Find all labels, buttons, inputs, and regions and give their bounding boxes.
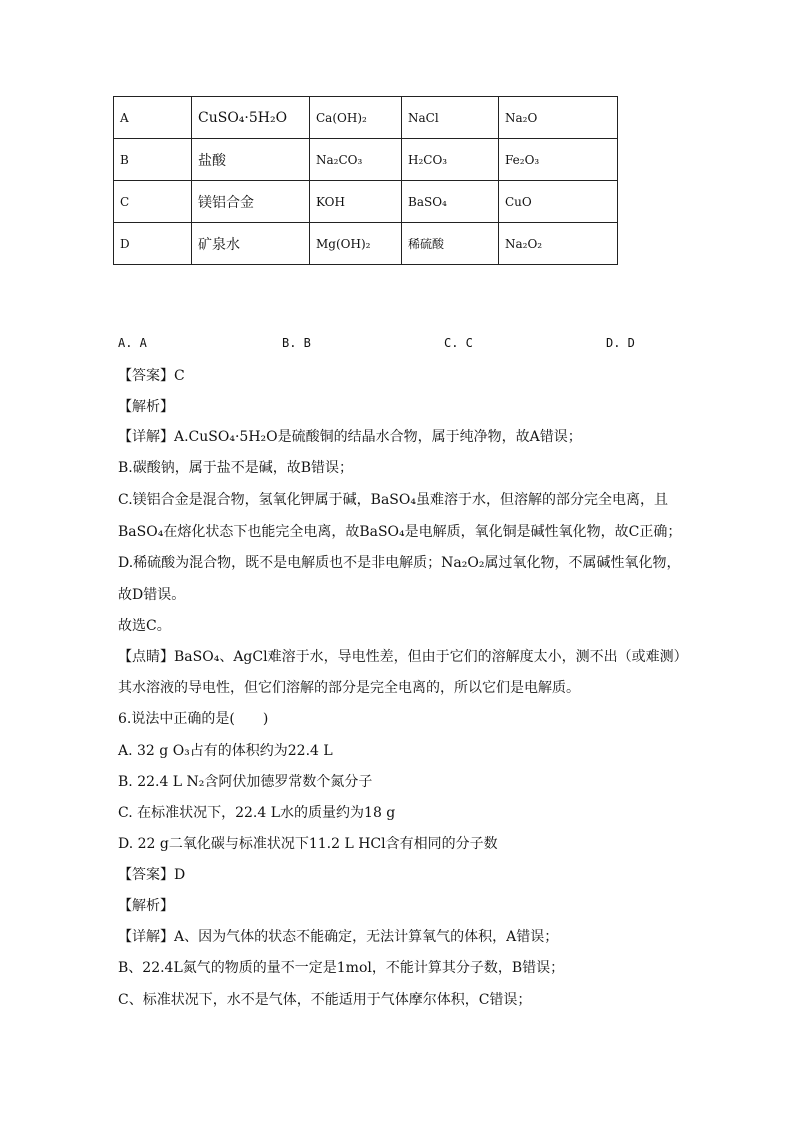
- table-cell: Na₂CO₃: [310, 139, 402, 181]
- row-label: D: [114, 223, 192, 265]
- answer-label: 【答案】C: [118, 368, 185, 384]
- table-row: [114, 97, 618, 139]
- table-cell: 矿泉水: [192, 223, 310, 265]
- explanation-line: B.碳酸钠，属于盐不是碱，故B错误；: [118, 460, 354, 476]
- explanation-line: B、22.4L氮气的物质的量不一定是1mol，不能计算其分子数，B错误；: [118, 960, 565, 976]
- table-row: [114, 181, 618, 223]
- option-b: B. B: [282, 336, 311, 350]
- question-option: A. 32 g O₃占有的体积约为22.4 L: [118, 743, 333, 759]
- explanation-line: BaSO₄在熔化状态下也能完全电离，故BaSO₄是电解质，氧化铜是碱性氧化物，故C正确；: [118, 524, 682, 540]
- row-label: B: [114, 139, 192, 181]
- note-line: 其水溶液的导电性，但它们溶解的部分是完全电离的，所以它们是电解质。: [118, 680, 580, 696]
- option-d: D. D: [606, 336, 635, 350]
- table-row: [114, 223, 618, 265]
- explanation-line: 【详解】A、因为气体的状态不能确定，无法计算氧气的体积，A错误；: [118, 929, 559, 945]
- table-cell: 稀硫酸: [402, 223, 499, 265]
- table-cell: BaSO₄: [402, 181, 499, 223]
- table-cell: 盐酸: [192, 139, 310, 181]
- explanation-line: C.镁铝合金是混合物，氢氧化钾属于碱，BaSO₄虽难溶于水，但溶解的部分完全电离，且: [118, 492, 668, 508]
- question-option: D. 22 g二氧化碳与标准状况下11.2 L HCl含有相同的分子数: [118, 836, 498, 852]
- question-option: C. 在标准状况下，22.4 L水的质量约为18 g: [118, 805, 396, 821]
- question-option: B. 22.4 L N₂含阿伏加德罗常数个氮分子: [118, 774, 373, 790]
- table-cell: Na₂O: [499, 97, 618, 139]
- conclusion-line: 故选C。: [118, 618, 171, 634]
- table-cell: NaCl: [402, 97, 499, 139]
- table-cell: Mg(OH)₂: [310, 223, 402, 265]
- explanation-line: 故D错误。: [118, 587, 186, 603]
- row-label: A: [114, 97, 192, 139]
- explanation-line: C、标准状况下，水不是气体，不能适用于气体摩尔体积，C错误；: [118, 992, 532, 1008]
- option-c: C. C: [444, 336, 473, 350]
- table-cell: Fe₂O₃: [499, 139, 618, 181]
- table-cell: KOH: [310, 181, 402, 223]
- question-stem: 6.说法中正确的是( ): [118, 711, 269, 727]
- table-cell: CuO: [499, 181, 618, 223]
- table-cell: 镁铝合金: [192, 181, 310, 223]
- analysis-label: 【解析】: [118, 898, 174, 914]
- explanation-line: D.稀硫酸为混合物，既不是电解质也不是非电解质；Na₂O₂属过氧化物，不属碱性氧化物，: [118, 555, 681, 571]
- table-cell: Ca(OH)₂: [310, 97, 402, 139]
- table-cell: Na₂O₂: [499, 223, 618, 265]
- row-label: C: [114, 181, 192, 223]
- table-cell: H₂CO₃: [402, 139, 499, 181]
- option-a: A. A: [118, 336, 147, 350]
- analysis-label: 【解析】: [118, 399, 174, 415]
- table-cell: CuSO₄·5H₂O: [192, 97, 310, 139]
- explanation-line: 【详解】A.CuSO₄·5H₂O是硫酸铜的结晶水合物，属于纯净物，故A错误；: [118, 429, 582, 445]
- table-row: [114, 139, 618, 181]
- classification-table: [113, 96, 618, 265]
- answer-label: 【答案】D: [118, 867, 186, 883]
- note-line: 【点睛】BaSO₄、AgCl难溶于水，导电性差，但由于它们的溶解度太小，测不出（或难测）: [118, 649, 688, 665]
